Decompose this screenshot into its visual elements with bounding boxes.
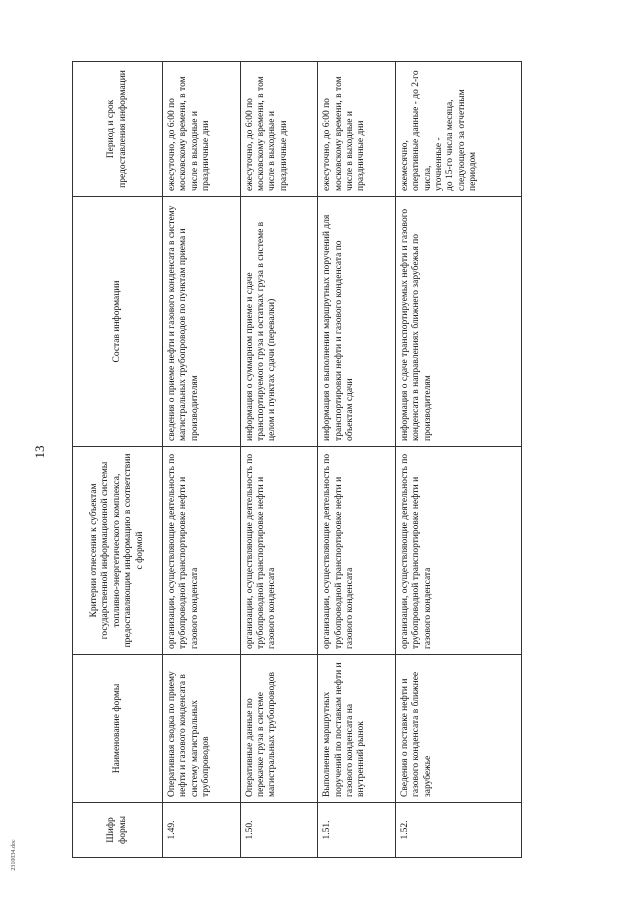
table-row (163, 62, 241, 858)
row-content: сведения о приеме нефти и газового конденсата в систему магистральных трубопроводов по пунктам приема и производителям (163, 197, 241, 447)
row-period: ежемесячно, оперативные данные - до 2-го числа, уточненные - до 15-го числа месяца, следующего за отчетным периодом (395, 62, 521, 197)
row-code: 1.52. (395, 803, 521, 858)
header-content: Состав информации (73, 197, 163, 447)
row-code: 1.50. (240, 803, 318, 858)
header-name: Наименование формы (73, 655, 163, 803)
row-form-name: Сведения о поставке нефти и газового конденсата в ближнее зарубежье (395, 655, 521, 803)
row-content: информация о выполнении маршрутных поручений для транспортировки нефти и газового конденсата по объектам сдачи (318, 197, 396, 447)
table-row (395, 62, 521, 858)
header-code: Шифр формы (73, 803, 163, 858)
row-criteria: организации, осуществляющие деятельность по трубопроводной транспортировке нефти и газового конденсата (395, 447, 521, 655)
row-code: 1.51. (318, 803, 396, 858)
header-criteria: Критерии отнесения к субъектам государственной информационной системы топливно-энергетического комплекса, предоставляющим информацию в соответствии с формой (73, 447, 163, 655)
forms-table (72, 61, 522, 858)
row-period: ежесуточно, до 6:00 по московскому времени, в том числе в выходные и праздничные дни (163, 62, 241, 197)
row-content: информация о суммарном приеме и сдаче транспортируемого груза и остатках груза в системе в целом и пунктах сдачи (перевалки) (240, 197, 318, 447)
page-number: 13 (32, 445, 47, 459)
rotated-table-container (72, 62, 522, 858)
row-criteria: организации, осуществляющие деятельность по трубопроводной транспортировке нефти и газового конденсата (318, 447, 396, 655)
row-period: ежесуточно, до 6:00 по московскому времени, в том числе в выходные и праздничные дни (240, 62, 318, 197)
row-content: информация о сдаче транспортируемых нефти и газового конденсата в направлениях ближнего зарубежья по производителям (395, 197, 521, 447)
row-form-name: Оперативные данные по перекачке груза в системе магистральных трубопроводов (240, 655, 318, 803)
row-period: ежесуточно, до 6:00 по московскому времени, в том числе в выходные и праздничные дни (318, 62, 396, 197)
row-criteria: организации, осуществляющие деятельность по трубопроводной транспортировке нефти и газового конденсата (163, 447, 241, 655)
header-period: Период и срок предоставления информации (73, 62, 163, 197)
table-row (240, 62, 318, 858)
row-form-name: Оперативная сводка по приему нефти и газового конденсата в систему магистральных трубопроводов (163, 655, 241, 803)
row-criteria: организации, осуществляющие деятельность по трубопроводной транспортировке нефти и газового конденсата (240, 447, 318, 655)
row-form-name: Выполнение маршрутных поручений по поставкам нефти и газового конденсата на внутренний рынок (318, 655, 396, 803)
row-code: 1.49. (163, 803, 241, 858)
footer-document-code: 2310034.doc (11, 839, 17, 871)
table-row (318, 62, 396, 858)
table-header-row (73, 62, 163, 858)
